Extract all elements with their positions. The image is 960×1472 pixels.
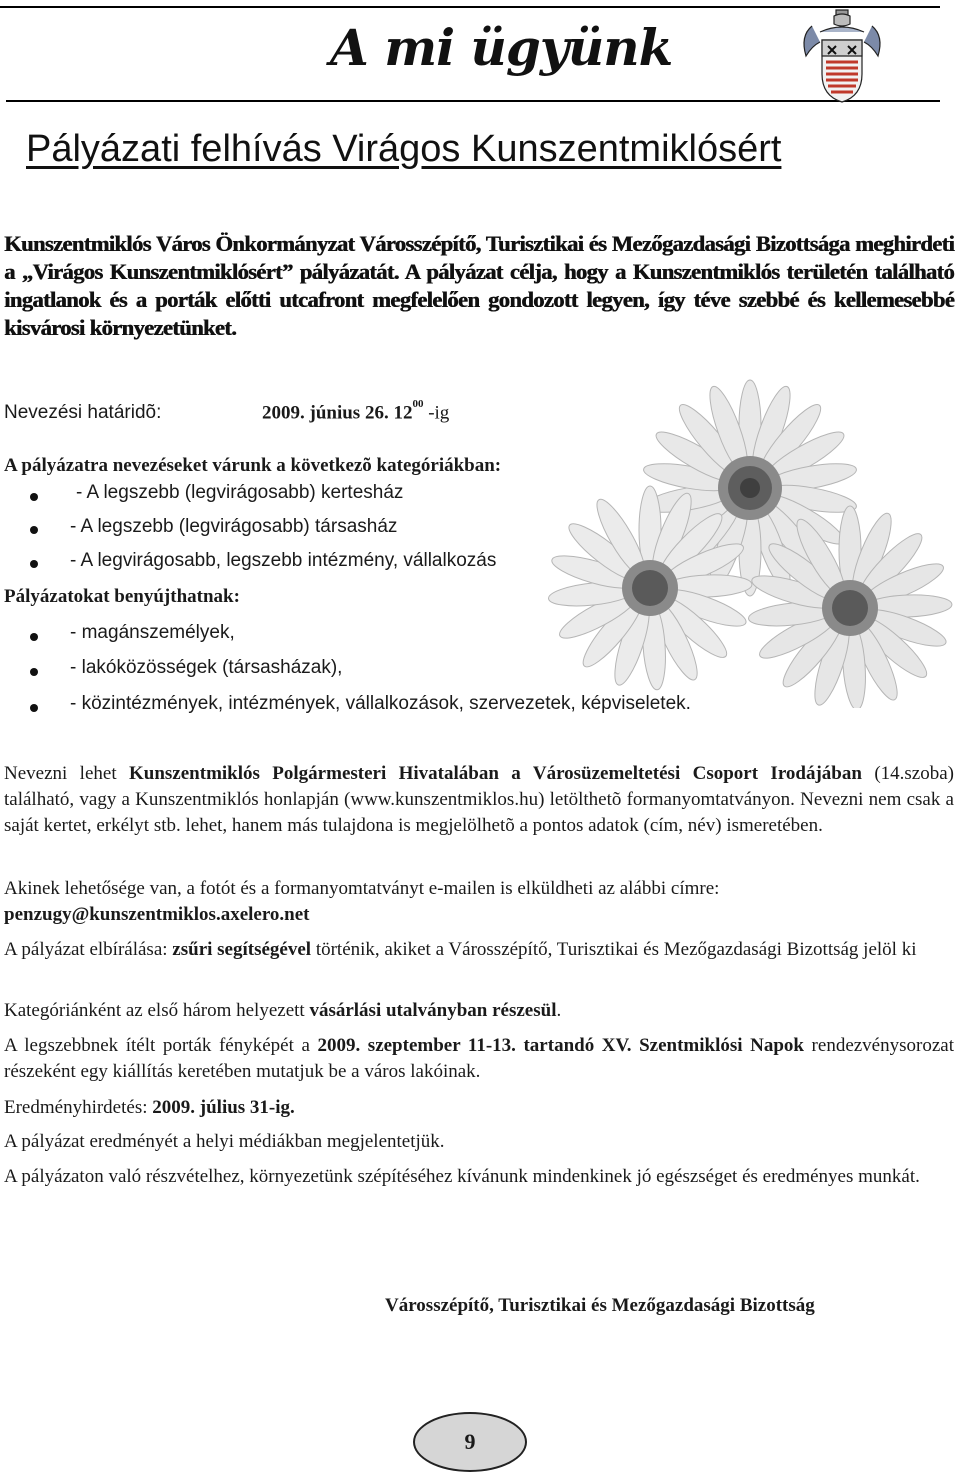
results-date: 2009. július 31-ig. <box>152 1097 295 1118</box>
email-address[interactable]: penzugy@kunszentmiklos.axelero.net <box>4 904 310 925</box>
applicant-item: - közintézmények, intézmények, vállalkozások, szervezetek, képviseletek. <box>70 693 691 714</box>
deadline-line <box>4 398 450 424</box>
intro-paragraph: Kunszentmiklós Város Önkormányzat Városszépítő, Turisztikai és Mezőgazdasági Bizottsága meghirdeti a „Virágos Kunszentmiklósért” pályázatát. A pályázat célja, hogy a Kunszentmiklós területén található ingatlanok és a porták előtti utcafront megfelelően gondozott legyen, így téve szebbé és kellemesebbé kisvárosi környezetünket. <box>4 231 954 340</box>
results-text: Eredményhirdetés: <box>4 1097 153 1118</box>
entry-text-cont: (14.szoba) található, vagy a Kunszentmiklós honlapján (www.kunszentmiklos.hu) letölthetõ formanyomtatványon. Nevezni nem csak a saját kertet, erkélyt stb. lehet, hanem más tulajdona is megjelölhetõ a pontos adatok (cím, név) ismeretében. <box>4 763 955 836</box>
jury-paragraph <box>4 937 954 963</box>
exhibit-bold: 2009. szeptember 11-13. tartandó XV. Szentmiklósi Napok <box>317 1035 804 1056</box>
email-text: Akinek lehetősége van, a fotót és a formanyomtatványt e-mailen is elküldheti az alábbi címre: <box>4 878 720 899</box>
closing-paragraph: A pályázaton való részvételhez, környezetünk szépítéséhez kívánunk mindenkinek jó egészséget és eredményes munkát. <box>4 1166 920 1187</box>
applicant-item: - lakóközösségek (társasházak), <box>70 657 343 678</box>
main-title: Pályázati felhívás Virágos Kunszentmiklósért <box>26 128 782 170</box>
prize-paragraph <box>4 998 954 1024</box>
bullet-dot <box>30 526 38 534</box>
applicants-heading: Pályázatokat benyújthatnak: <box>4 586 240 607</box>
deadline-date: 2009. június 26. 12 <box>262 402 413 424</box>
prize-text: Kategóriánként az első három helyezett <box>4 1000 310 1021</box>
results-paragraph <box>4 1095 954 1121</box>
applicant-item: - magánszemélyek, <box>70 622 235 643</box>
bullet-dot <box>30 668 38 676</box>
jury-text-cont: történik, akiket a Városszépítő, Turisztikai és Mezőgazdasági Bizottság jelöl ki <box>311 939 917 960</box>
page-number: 9 <box>413 1412 527 1472</box>
exhibit-text-cont: rendezvénysorozat részeként egy kiállítás keretében mutatjuk be a város lakóinak. <box>4 1035 954 1082</box>
header-title: A mi ügyünk <box>330 18 673 77</box>
jury-bold: zsűri segítségével <box>172 939 312 960</box>
category-item: - A legszebb (legvirágosabb) társasház <box>70 516 398 537</box>
prize-text-end: . <box>556 1000 562 1021</box>
bullet-dot <box>30 704 38 712</box>
jury-text: A pályázat elbírálása: <box>4 939 173 960</box>
exhibit-text: A legszebbnek ítélt porták fényképét a <box>4 1035 318 1056</box>
email-paragraph <box>4 876 954 928</box>
category-item: - A legvirágosabb, legszebb intézmény, vállalkozás <box>70 550 497 571</box>
bullet-dot <box>30 560 38 568</box>
media-paragraph: A pályázat eredményét a helyi médiákban megjelentetjük. <box>4 1131 445 1152</box>
category-item: - A legszebb (legvirágosabb) kertesház <box>76 482 404 503</box>
entry-office: Kunszentmiklós Polgármesteri Hivatalában a Városüzemeltetési Csoport Irodájában <box>129 763 862 784</box>
exhibit-paragraph <box>4 1033 954 1085</box>
deadline-suffix: -ig <box>423 402 450 424</box>
bullet-dot <box>30 633 38 641</box>
bullet-dot <box>30 493 38 501</box>
signature: Városszépítő, Turisztikai és Mezőgazdasági Bizottság <box>385 1295 815 1316</box>
entry-text: Nevezni lehet <box>4 763 129 784</box>
deadline-value <box>262 398 450 424</box>
deadline-label: Nevezési határidõ: <box>4 402 162 423</box>
deadline-time-superscript: 00 <box>412 398 424 410</box>
entry-paragraph <box>4 761 954 839</box>
coat-of-arms <box>798 6 886 106</box>
categories-heading: A pályázatra nevezéseket várunk a következõ kategóriákban: <box>4 455 502 476</box>
daisy-flowers-image <box>510 378 960 708</box>
prize-bold: vásárlási utalványban részesül <box>309 1000 557 1021</box>
